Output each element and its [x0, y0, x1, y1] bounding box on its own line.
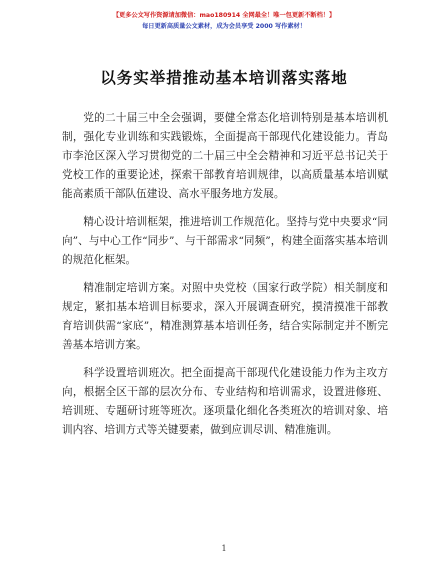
paragraph: 党的二十届三中全会强调，要健全常态化培训特别是基本培训机制，强化专业训练和实践锻炼，全面提高干部现代化建设能力。青岛市李沧区深入学习贯彻党的二十届三中全会精神和习近平总书记关于党校工作的重要论述，探索干部教育培训规律，以高质量基本培训赋能高素质干部队伍建设、高水平服务地方发展。 [62, 112, 388, 200]
paragraph: 科学设置培训班次。把全面提高干部现代化建设能力作为主攻方向，根据全区干部的层次分布、专业结构和培训需求，设置进修班、培训班、专题研讨班等班次。逐项量化细化各类班次的培训对象、培训内容、培训方式等关键要素，做到应训尽训、精准施训。 [62, 367, 388, 436]
page-number: 1 [221, 544, 227, 553]
document-body [62, 109, 388, 449]
promo-banner-line-1: 【更多公文写作资源请加微信：mao180914 全网最全！唯一包更新不断档！】 [112, 12, 336, 19]
paragraph: 精心设计培训框架，推进培训工作规范化。坚持与党中央要求“同向”、与中心工作“同步”、与干部需求“同频”，构建全面落实基本培训的规范化框架。 [62, 216, 388, 266]
promo-banner-line-2: 每日更新高质量公文素材，成为会员享受 2000 写作素材！ [142, 23, 306, 30]
promo-banner [0, 10, 448, 32]
document-title: 以务实举措推动基本培训落实落地 [100, 69, 348, 87]
paragraph: 精准制定培训方案。对照中央党校（国家行政学院）相关制度和规定，紧扣基本培训目标要求，深入开展调查研究，摸清摸准干部教育培训供需“家底”，精准测算基本培训任务，结合实际制定并不断完善基本培训方案。 [62, 282, 388, 351]
